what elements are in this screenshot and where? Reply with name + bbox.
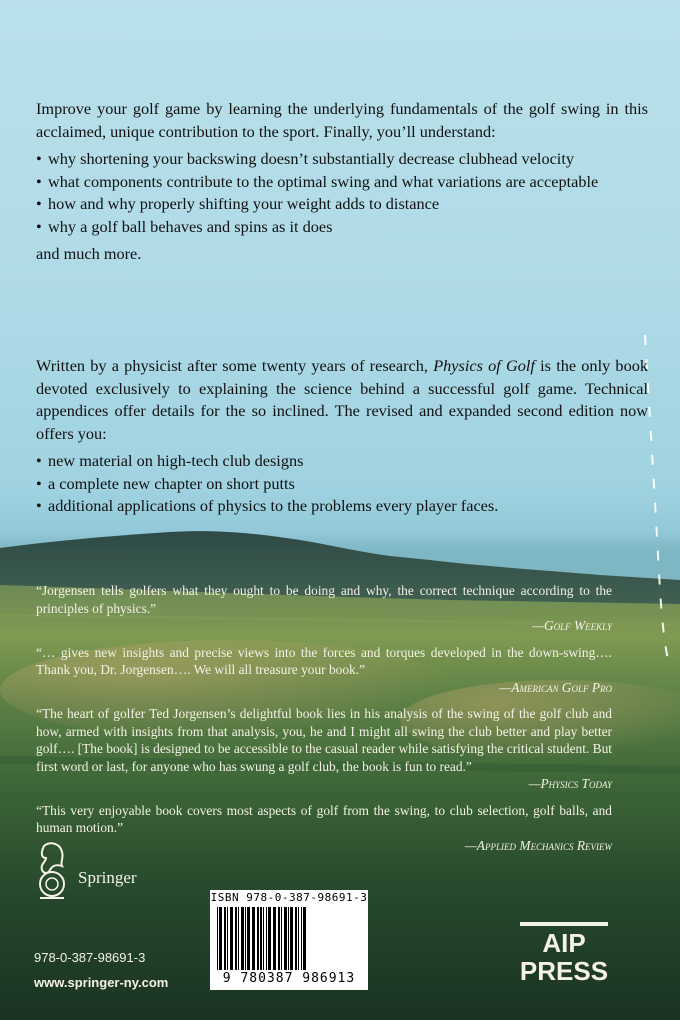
springer-chess-knight-icon — [32, 840, 72, 902]
publisher-url[interactable]: www.springer-ny.com — [34, 975, 169, 990]
blurb-outro: and much more. — [36, 244, 142, 263]
description-point: • additional applications of physics to the problems every player faces. — [36, 495, 648, 518]
description-point: • a complete new chapter on short putts — [36, 473, 648, 496]
barcode-bar — [245, 907, 246, 970]
barcode-bar — [288, 907, 289, 970]
barcode-bar — [284, 907, 287, 970]
description-text-before: Written by a physicist after some twenty years of research, — [36, 356, 434, 375]
barcode-bar — [298, 907, 299, 970]
barcode-bar — [219, 907, 222, 970]
barcode-bar — [224, 907, 226, 970]
description-section — [36, 355, 648, 523]
barcode — [210, 890, 368, 990]
barcode-isbn-label: ISBN 978-0-387-98691-3 — [210, 891, 368, 904]
review-quote — [36, 802, 612, 855]
barcode-bar — [263, 907, 264, 970]
barcode-bar — [268, 907, 271, 970]
description-text — [36, 355, 648, 445]
blurb-points — [36, 148, 648, 238]
barcode-bar — [290, 907, 293, 970]
review-source: —Golf Weekly — [532, 618, 612, 633]
publisher-name: Springer — [78, 868, 137, 887]
review-quote — [36, 705, 612, 793]
review-text: “This very enjoyable book covers most aspects of golf from the swing, to club selection, golf balls, and human motion.” — [36, 802, 612, 835]
barcode-bar — [241, 907, 244, 970]
barcode-bar — [247, 907, 250, 970]
barcode-bar — [278, 907, 280, 970]
barcode-digits: 9 780387 986913 — [222, 971, 356, 986]
barcode-bars — [216, 907, 362, 970]
aip-logo-line1: AIP — [542, 928, 586, 958]
barcode-bar — [238, 907, 239, 970]
blurb-point: • why shortening your backswing doesn’t substantially decrease clubhead velocity — [36, 148, 648, 171]
description-text-after: is the only book devoted exclusively to explaining the science behind a successful golf game. Technical appendices offer details for the so inclined. The revised and expanded second edition now offers you: — [36, 356, 648, 443]
review-source: —Applied Mechanics Review — [464, 837, 612, 853]
reviews-section — [36, 582, 612, 863]
aip-logo-line2: PRESS — [519, 956, 609, 986]
barcode-bar — [257, 907, 259, 970]
isbn-number: 978-0-387-98691-3 — [34, 950, 146, 965]
review-quote — [36, 644, 612, 697]
blurb-point: • how and why properly shifting your weight adds to distance — [36, 193, 648, 216]
barcode-bar — [227, 907, 228, 970]
blurb-point: • what components contribute to the optimal swing and what variations are acceptable — [36, 171, 648, 194]
barcode-bar — [266, 907, 267, 970]
barcode-bar — [295, 907, 297, 970]
barcode-bar — [230, 907, 233, 970]
barcode-bar — [301, 907, 302, 970]
book-title: Physics of Golf — [433, 356, 535, 375]
barcode-bar — [281, 907, 282, 970]
barcode-bar — [303, 907, 306, 970]
barcode-bar — [235, 907, 237, 970]
review-source: —American Golf Pro — [499, 679, 612, 695]
barcode-bar — [217, 907, 218, 970]
blurb-intro: Improve your golf game by learning the underlying fundamentals of the golf swing in this acclaimed, unique contribution to the sport. Finally, you’ll understand: — [36, 99, 648, 141]
review-quote — [36, 582, 612, 635]
description-points — [36, 450, 648, 518]
barcode-bar — [273, 907, 276, 970]
review-text: “Jorgensen tells golfers what they ought to be doing and why, the correct technique according to the principles of physics.” — [36, 583, 612, 616]
review-text: “The heart of golfer Ted Jorgensen’s delightful book lies in his analysis of the swing of the golf club and how, armed with insights from that analysis, you, he and I might all swing the club better and play better golf…. [The book] is designed to be accessible to the casual reader while satisfying the critical student. But first word or last, for anyone who has swung a golf club, the book is fun to read.” — [36, 706, 612, 774]
description-point: • new material on high-tech club designs — [36, 450, 648, 473]
barcode-bar — [252, 907, 255, 970]
review-text: “… gives new insights and precise views into the forces and torques developed in the down-swing…. Thank you, Dr. Jorgensen…. We will all treasure your book.” — [36, 644, 612, 677]
barcode-bar — [260, 907, 262, 970]
aip-press-logo — [518, 918, 610, 988]
blurb-section — [36, 98, 648, 266]
review-source: —Physics Today — [528, 776, 612, 791]
blurb-point: • why a golf ball behaves and spins as it does — [36, 216, 648, 239]
